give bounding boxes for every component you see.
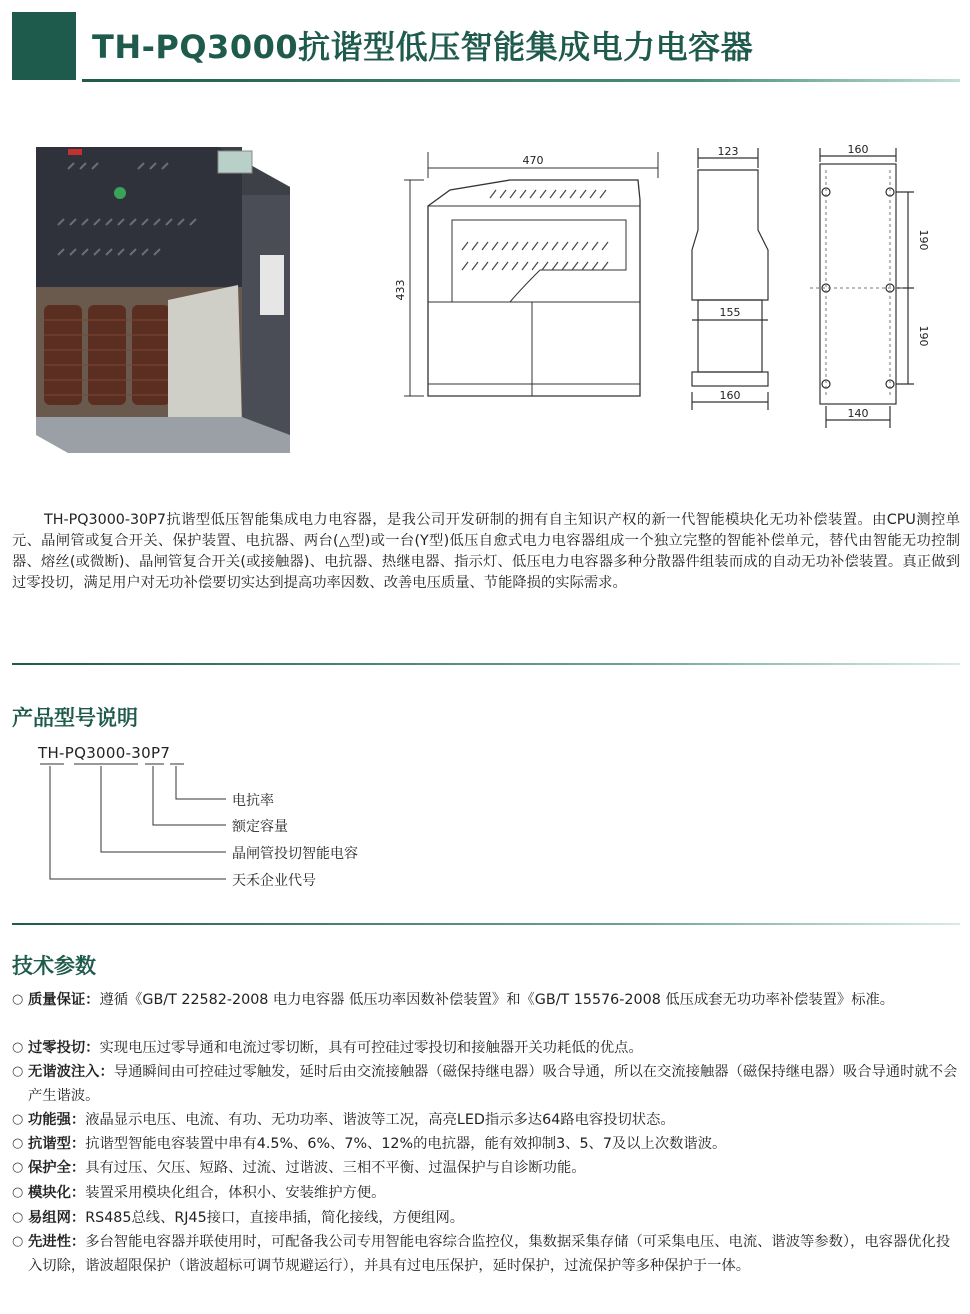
param-item: ○ 模块化：装置采用模块化组合，体积小、安装维护方便。 bbox=[12, 1181, 960, 1205]
bullet-icon: ○ bbox=[12, 1160, 24, 1175]
param-item: ○ 功能强：液晶显示电压、电流、有功、无功功率、谐波等工况，高亮LED指示多达64路电容投切状态。 bbox=[12, 1108, 960, 1132]
dim-side-mid: 155 bbox=[719, 306, 741, 319]
model-code: TH-PQ3000-30P7 bbox=[38, 744, 171, 762]
dim-front-width: 470 bbox=[522, 154, 544, 167]
page-title: TH-PQ3000抗谐型低压智能集成电力电容器 bbox=[92, 28, 754, 66]
dim-side-bottom: 160 bbox=[719, 389, 741, 402]
param-item: ○ 质量保证：遵循《GB/T 22582-2008 电力电容器 低压功率因数补偿装置》和《GB/T 15576-2008 低压成套无功功率补偿装置》标准。 bbox=[12, 988, 960, 1012]
param-item: ○ 无谐波注入：导通瞬间由可控硅过零触发，延时后由交流接触器（磁保持继电器）吸合导通，所以在交流接触器（磁保持继电器）吸合导通时就不会产生谐波。 bbox=[12, 1060, 960, 1108]
dim-mount-bottom: 140 bbox=[847, 407, 869, 420]
model-label-rated-capacity: 额定容量 bbox=[232, 819, 288, 835]
bullet-icon: ○ bbox=[12, 1210, 24, 1225]
param-item: ○ 保护全：具有过压、欠压、短路、过流、过谐波、三相不平衡、过温保护与自诊断功能。 bbox=[12, 1156, 960, 1180]
dim-mount-top: 160 bbox=[847, 143, 869, 156]
dimension-drawings bbox=[390, 140, 950, 440]
param-item: ○ 先进性：多台智能电容器并联使用时，可配备我公司专用智能电容综合监控仪，集数据采集存储（可采集电压、电流、谐波等参数），电容器优化投入切除，谐波超限保护（谐波超标可调节规避运行），并具有过电压保护，延时保护，过流保护等多种保护于一体。 bbox=[12, 1230, 960, 1278]
dim-side-top: 123 bbox=[717, 145, 739, 158]
section-divider bbox=[12, 923, 960, 925]
dim-front-height: 433 bbox=[394, 279, 407, 301]
param-item: ○ 抗谐型：抗谐型智能电容装置中串有4.5%、6%、7%、12%的电抗器，能有效抑制3、5、7及以上次数谐波。 bbox=[12, 1132, 960, 1156]
params-section-title: 技术参数 bbox=[12, 954, 96, 978]
dim-mount-upper: 190 bbox=[917, 229, 930, 251]
param-item: ○ 过零投切：实现电压过零导通和电流过零切断，具有可控硅过零投切和接触器开关功耗低的优点。 bbox=[12, 1036, 960, 1060]
bullet-icon: ○ bbox=[12, 1040, 24, 1055]
bullet-icon: ○ bbox=[12, 1112, 24, 1127]
model-breakdown-lines bbox=[0, 0, 400, 900]
intro-paragraph: TH-PQ3000-30P7抗谐型低压智能集成电力电容器，是我公司开发研制的拥有自主知识产权的新一代智能模块化无功补偿装置。由CPU测控单元、晶闸管或复合开关、保护装置、电抗器、两台(△型)或一台(Y型)低压自愈式电力电容器组成一个独立完整的智能补偿单元，替代由智能无功控制器、熔丝(或微断)、晶闸管复合开关(或接触器)、电抗器、热继电器、指示灯、低压电力电容器多种分散器件组装而成的自动无功补偿装置。真正做到过零投切，满足用户对无功补偿要切实达到提高功率因数、改善电压质量、节能降损的实际需求。 bbox=[12, 512, 960, 591]
param-item: ○ 易组网：RS485总线、RJ45接口，直接串插，简化接线，方便组网。 bbox=[12, 1206, 960, 1230]
bullet-icon: ○ bbox=[12, 1136, 24, 1151]
bullet-icon: ○ bbox=[12, 1064, 24, 1079]
dim-mount-lower: 190 bbox=[917, 325, 930, 347]
bullet-icon: ○ bbox=[12, 992, 24, 1007]
model-label-thyristor-capacitor: 晶闸管投切智能电容 bbox=[232, 846, 358, 862]
bullet-icon: ○ bbox=[12, 1185, 24, 1200]
model-label-reactance-rate: 电抗率 bbox=[232, 793, 274, 809]
bullet-icon: ○ bbox=[12, 1234, 24, 1249]
model-label-company-code: 天禾企业代号 bbox=[232, 873, 316, 889]
model-section-title: 产品型号说明 bbox=[12, 706, 138, 730]
